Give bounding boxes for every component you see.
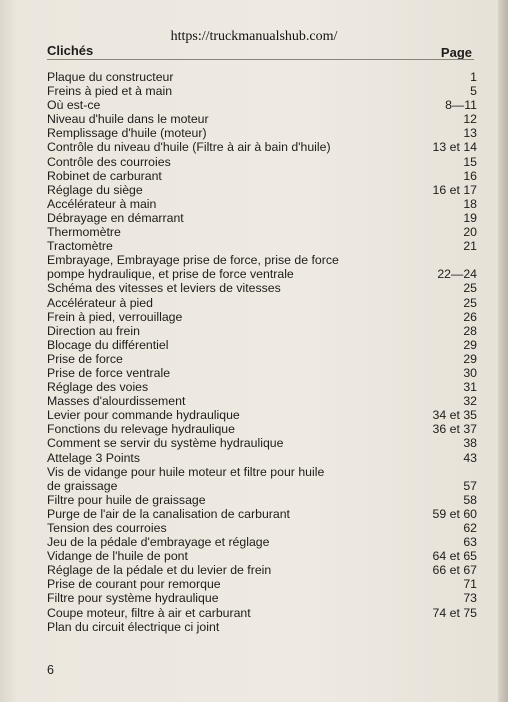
toc-entry-page: 19 xyxy=(463,210,477,225)
toc-entry xyxy=(47,366,477,380)
toc-entry-title: Thermomètre xyxy=(47,225,121,240)
toc-entry xyxy=(47,380,477,394)
toc-entry-title: Comment se servir du système hydraulique xyxy=(47,436,284,451)
toc-entry xyxy=(47,183,477,197)
toc-entry-title: Filtre pour système hydraulique xyxy=(47,591,219,606)
toc-entry-title: Prise de force ventrale xyxy=(47,365,171,380)
toc-entry-page: 59 et 60 xyxy=(432,506,477,521)
toc-entry-page: 21 xyxy=(463,239,477,254)
toc-entry-page: 34 et 35 xyxy=(432,408,477,423)
toc-entry xyxy=(47,281,477,295)
toc-entry xyxy=(47,169,477,183)
toc-entry xyxy=(47,394,477,408)
toc-entry-title: Freins à pied et à main xyxy=(47,84,173,99)
toc-entry-page: 15 xyxy=(463,154,477,169)
toc-entry-title: Blocage du différentiel xyxy=(47,337,169,352)
toc-entry xyxy=(47,338,477,352)
toc-entry-title: Tension des courroies xyxy=(47,521,167,535)
toc-entry xyxy=(47,507,477,521)
toc-entry-page: 29 xyxy=(463,337,477,352)
toc-entry-page: 43 xyxy=(463,450,477,465)
toc-entry-page: 31 xyxy=(463,380,477,395)
toc-entry xyxy=(47,591,477,605)
toc-entry-page: 26 xyxy=(463,309,477,324)
toc-entry-page: 8—11 xyxy=(445,98,477,113)
toc-entry-page: 25 xyxy=(463,281,477,296)
toc-entry-page: 1 xyxy=(470,70,477,84)
toc-entry xyxy=(47,98,477,112)
toc-entry xyxy=(47,451,477,465)
toc-entry-title: Contrôle du niveau d'huile (Filtre à air à bain d'huile) xyxy=(47,140,331,155)
toc-entry-title: Plaque du constructeur xyxy=(47,70,174,84)
toc-entry-title: Accélérateur à main xyxy=(47,196,157,211)
column-header-cliches: Clichés xyxy=(47,43,94,58)
toc-entry-page: 36 et 37 xyxy=(432,422,477,437)
column-header-page: Page xyxy=(440,45,472,60)
toc-entry-title: Jeu de la pédale d'embrayage et réglage xyxy=(47,535,270,550)
toc-entry xyxy=(47,549,477,563)
toc-entry-page: 5 xyxy=(470,84,477,99)
toc-entry-title: Levier pour commande hydraulique xyxy=(47,408,240,423)
toc-entry-page: 16 xyxy=(463,168,477,183)
toc-entry-title: Contrôle des courroies xyxy=(47,154,171,169)
table-of-contents xyxy=(47,70,477,634)
toc-entry-title: Vis de vidange pour huile moteur et filtre pour huile xyxy=(47,464,325,479)
toc-entry-title: Remplissage d'huile (moteur) xyxy=(47,126,207,141)
toc-entry-title: Réglage de la pédale et du levier de frein xyxy=(47,563,272,578)
toc-entry xyxy=(47,70,477,84)
toc-entry-page: 29 xyxy=(463,351,477,366)
toc-entry-title: Réglage des voies xyxy=(47,380,149,395)
toc-entry xyxy=(47,126,477,140)
toc-entry-title: Robinet de carburant xyxy=(47,168,162,183)
toc-entry-page: 64 et 65 xyxy=(432,549,477,564)
toc-entry-page: 22—24 xyxy=(437,267,477,282)
toc-entry xyxy=(47,84,477,98)
toc-entry xyxy=(47,140,477,154)
page-edge-shadow xyxy=(498,0,508,702)
toc-entry-title: Prise de courant pour remorque xyxy=(47,577,221,592)
toc-entry-page: 58 xyxy=(463,492,477,507)
toc-entry-page: 32 xyxy=(463,394,477,409)
toc-entry-title: Direction au frein xyxy=(47,323,140,338)
toc-entry xyxy=(47,606,477,620)
toc-entry-title: pompe hydraulique, et prise de force ventrale xyxy=(47,267,294,282)
toc-entry xyxy=(47,112,477,126)
toc-entry-page: 63 xyxy=(463,535,477,550)
toc-entry xyxy=(47,535,477,549)
toc-entry-title: Frein à pied, verrouillage xyxy=(47,309,183,324)
toc-entry-title: Purge de l'air de la canalisation de carburant xyxy=(47,506,290,521)
toc-entry-title: Tractomètre xyxy=(47,239,113,254)
toc-entry-title: Coupe moteur, filtre à air et carburant xyxy=(47,605,251,620)
toc-entry-page: 62 xyxy=(463,521,477,535)
toc-entry-title: Fonctions du relevage hydraulique xyxy=(47,422,235,437)
toc-entry-page: 20 xyxy=(463,225,477,240)
toc-entry-title: Où est-ce xyxy=(47,98,101,113)
toc-entry-page: 66 et 67 xyxy=(432,563,477,578)
toc-entry-title: Schéma des vitesses et leviers de vitesses xyxy=(47,281,281,296)
toc-entry-page: 73 xyxy=(463,591,477,606)
toc-entry xyxy=(47,155,477,169)
toc-entry-title: de graissage xyxy=(47,478,118,493)
toc-entry-title: Embrayage, Embrayage prise de force, prise de force xyxy=(47,253,339,268)
toc-entry xyxy=(47,577,477,591)
toc-entry xyxy=(47,479,477,493)
toc-entry-page: 30 xyxy=(463,365,477,380)
watermark-url: https://truckmanualshub.com/ xyxy=(170,29,338,44)
toc-entry xyxy=(47,239,477,253)
toc-entry-title: Accélérateur à pied xyxy=(47,295,153,310)
toc-entry xyxy=(47,197,477,211)
toc-entry-title: Vidange de l'huile de pont xyxy=(47,549,188,564)
toc-entry xyxy=(47,267,477,281)
toc-entry xyxy=(47,324,477,338)
header-divider xyxy=(47,59,474,60)
toc-entry-title: Débrayage en démarrant xyxy=(47,210,184,225)
toc-entry xyxy=(47,422,477,436)
toc-entry-page: 16 et 17 xyxy=(432,182,477,197)
toc-entry-page: 71 xyxy=(463,577,477,592)
toc-entry xyxy=(47,211,477,225)
toc-entry-title: Réglage du siège xyxy=(47,182,143,197)
toc-entry xyxy=(47,253,477,267)
toc-entry-page: 13 xyxy=(463,126,477,141)
toc-entry xyxy=(47,296,477,310)
toc-entry-title: Prise de force xyxy=(47,351,123,366)
toc-entry xyxy=(47,493,477,507)
toc-entry xyxy=(47,465,477,479)
toc-entry xyxy=(47,563,477,577)
toc-entry-page: 57 xyxy=(463,478,477,493)
toc-entry-title: Attelage 3 Points xyxy=(47,450,140,465)
toc-entry-title: Plan du circuit électrique ci joint xyxy=(47,619,220,634)
toc-entry-page: 12 xyxy=(463,112,477,127)
toc-entry-title: Niveau d'huile dans le moteur xyxy=(47,112,209,127)
toc-entry xyxy=(47,310,477,324)
toc-entry xyxy=(47,620,477,634)
toc-entry-title: Filtre pour huile de graissage xyxy=(47,492,206,507)
page-number: 6 xyxy=(47,663,54,677)
toc-entry-page: 13 et 14 xyxy=(432,140,477,155)
toc-entry xyxy=(47,521,477,535)
toc-entry xyxy=(47,436,477,450)
toc-entry-page: 38 xyxy=(463,436,477,451)
toc-entry-title: Masses d'alourdissement xyxy=(47,394,186,409)
toc-entry xyxy=(47,352,477,366)
toc-entry-page: 74 et 75 xyxy=(432,605,477,620)
toc-entry-page: 28 xyxy=(463,323,477,338)
toc-entry xyxy=(47,408,477,422)
toc-entry-page: 18 xyxy=(463,196,477,211)
toc-entry xyxy=(47,225,477,239)
toc-entry-page: 25 xyxy=(463,295,477,310)
